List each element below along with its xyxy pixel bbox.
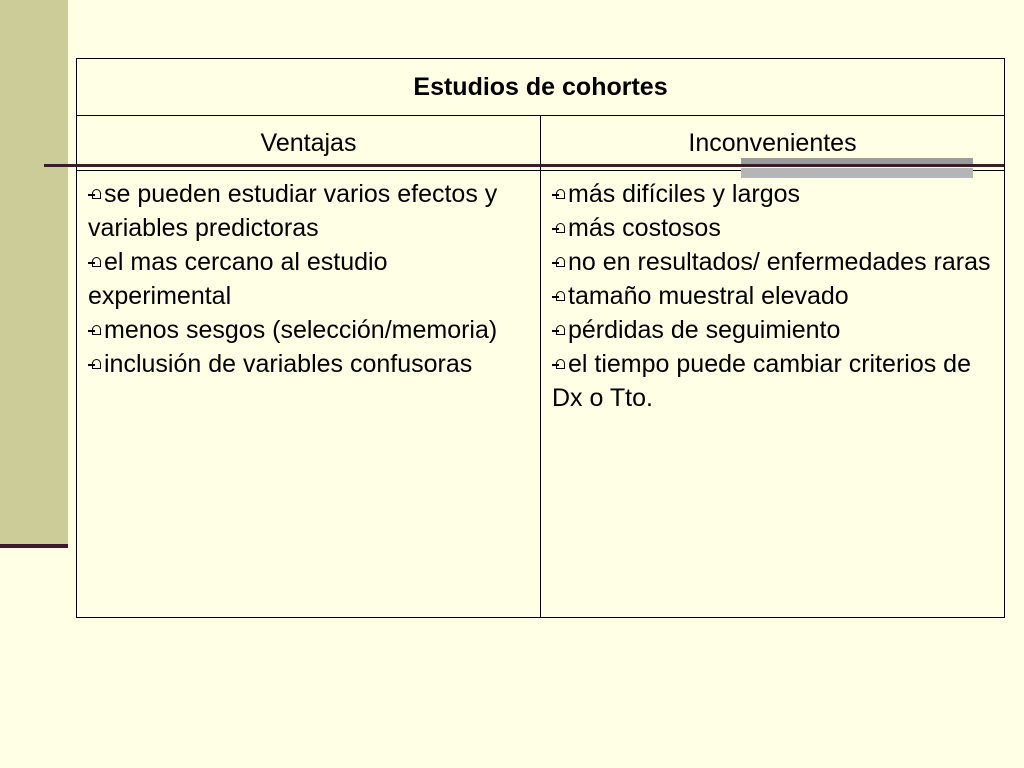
list-item-text: tamaño muestral elevado [568, 282, 849, 310]
cohort-studies-table [76, 58, 1005, 618]
list-item-text: pérdidas de seguimiento [568, 316, 841, 344]
list-item [88, 177, 532, 245]
header-ventajas: Ventajas [77, 116, 541, 171]
decorative-accent-gray-bar [741, 158, 973, 178]
bullet-icon [552, 189, 566, 201]
table-title-row [77, 59, 1005, 116]
bullet-icon [552, 325, 566, 337]
list-item-text: se pueden estudiar varios efectos y variables predictoras [88, 180, 498, 242]
list-item [552, 211, 996, 245]
decorative-side-bar-rule [0, 544, 68, 548]
list-item-text: inclusión de variables confusoras [104, 350, 473, 378]
header-inconvenientes: Inconvenientes [541, 116, 1005, 171]
list-item-text: el tiempo puede cambiar criterios de Dx o Tto. [552, 350, 971, 412]
decorative-side-bar [0, 0, 68, 548]
list-item-text: no en resultados/ enfermedades raras [568, 248, 991, 276]
table-title: Estudios de cohortes [77, 59, 1005, 116]
list-item-text: el mas cercano al estudio experimental [88, 248, 388, 310]
list-item-text: menos sesgos (selección/memoria) [104, 316, 498, 344]
bullet-icon [552, 257, 566, 269]
list-item [88, 347, 532, 381]
bullet-icon [552, 223, 566, 235]
list-item [88, 245, 532, 313]
list-item [552, 279, 996, 313]
bullet-icon [88, 257, 102, 269]
list-item [88, 313, 532, 347]
bullet-icon [88, 325, 102, 337]
table-body-row [77, 171, 1005, 618]
list-item [552, 245, 996, 279]
list-item [552, 347, 996, 415]
ventajas-cell [77, 171, 541, 618]
bullet-icon [552, 359, 566, 371]
bullet-icon [88, 189, 102, 201]
bullet-icon [552, 291, 566, 303]
list-item [552, 177, 996, 211]
list-item-text: más difíciles y largos [568, 180, 801, 208]
list-item-text: más costosos [568, 214, 721, 242]
bullet-icon [88, 359, 102, 371]
list-item [552, 313, 996, 347]
inconvenientes-cell [541, 171, 1005, 618]
